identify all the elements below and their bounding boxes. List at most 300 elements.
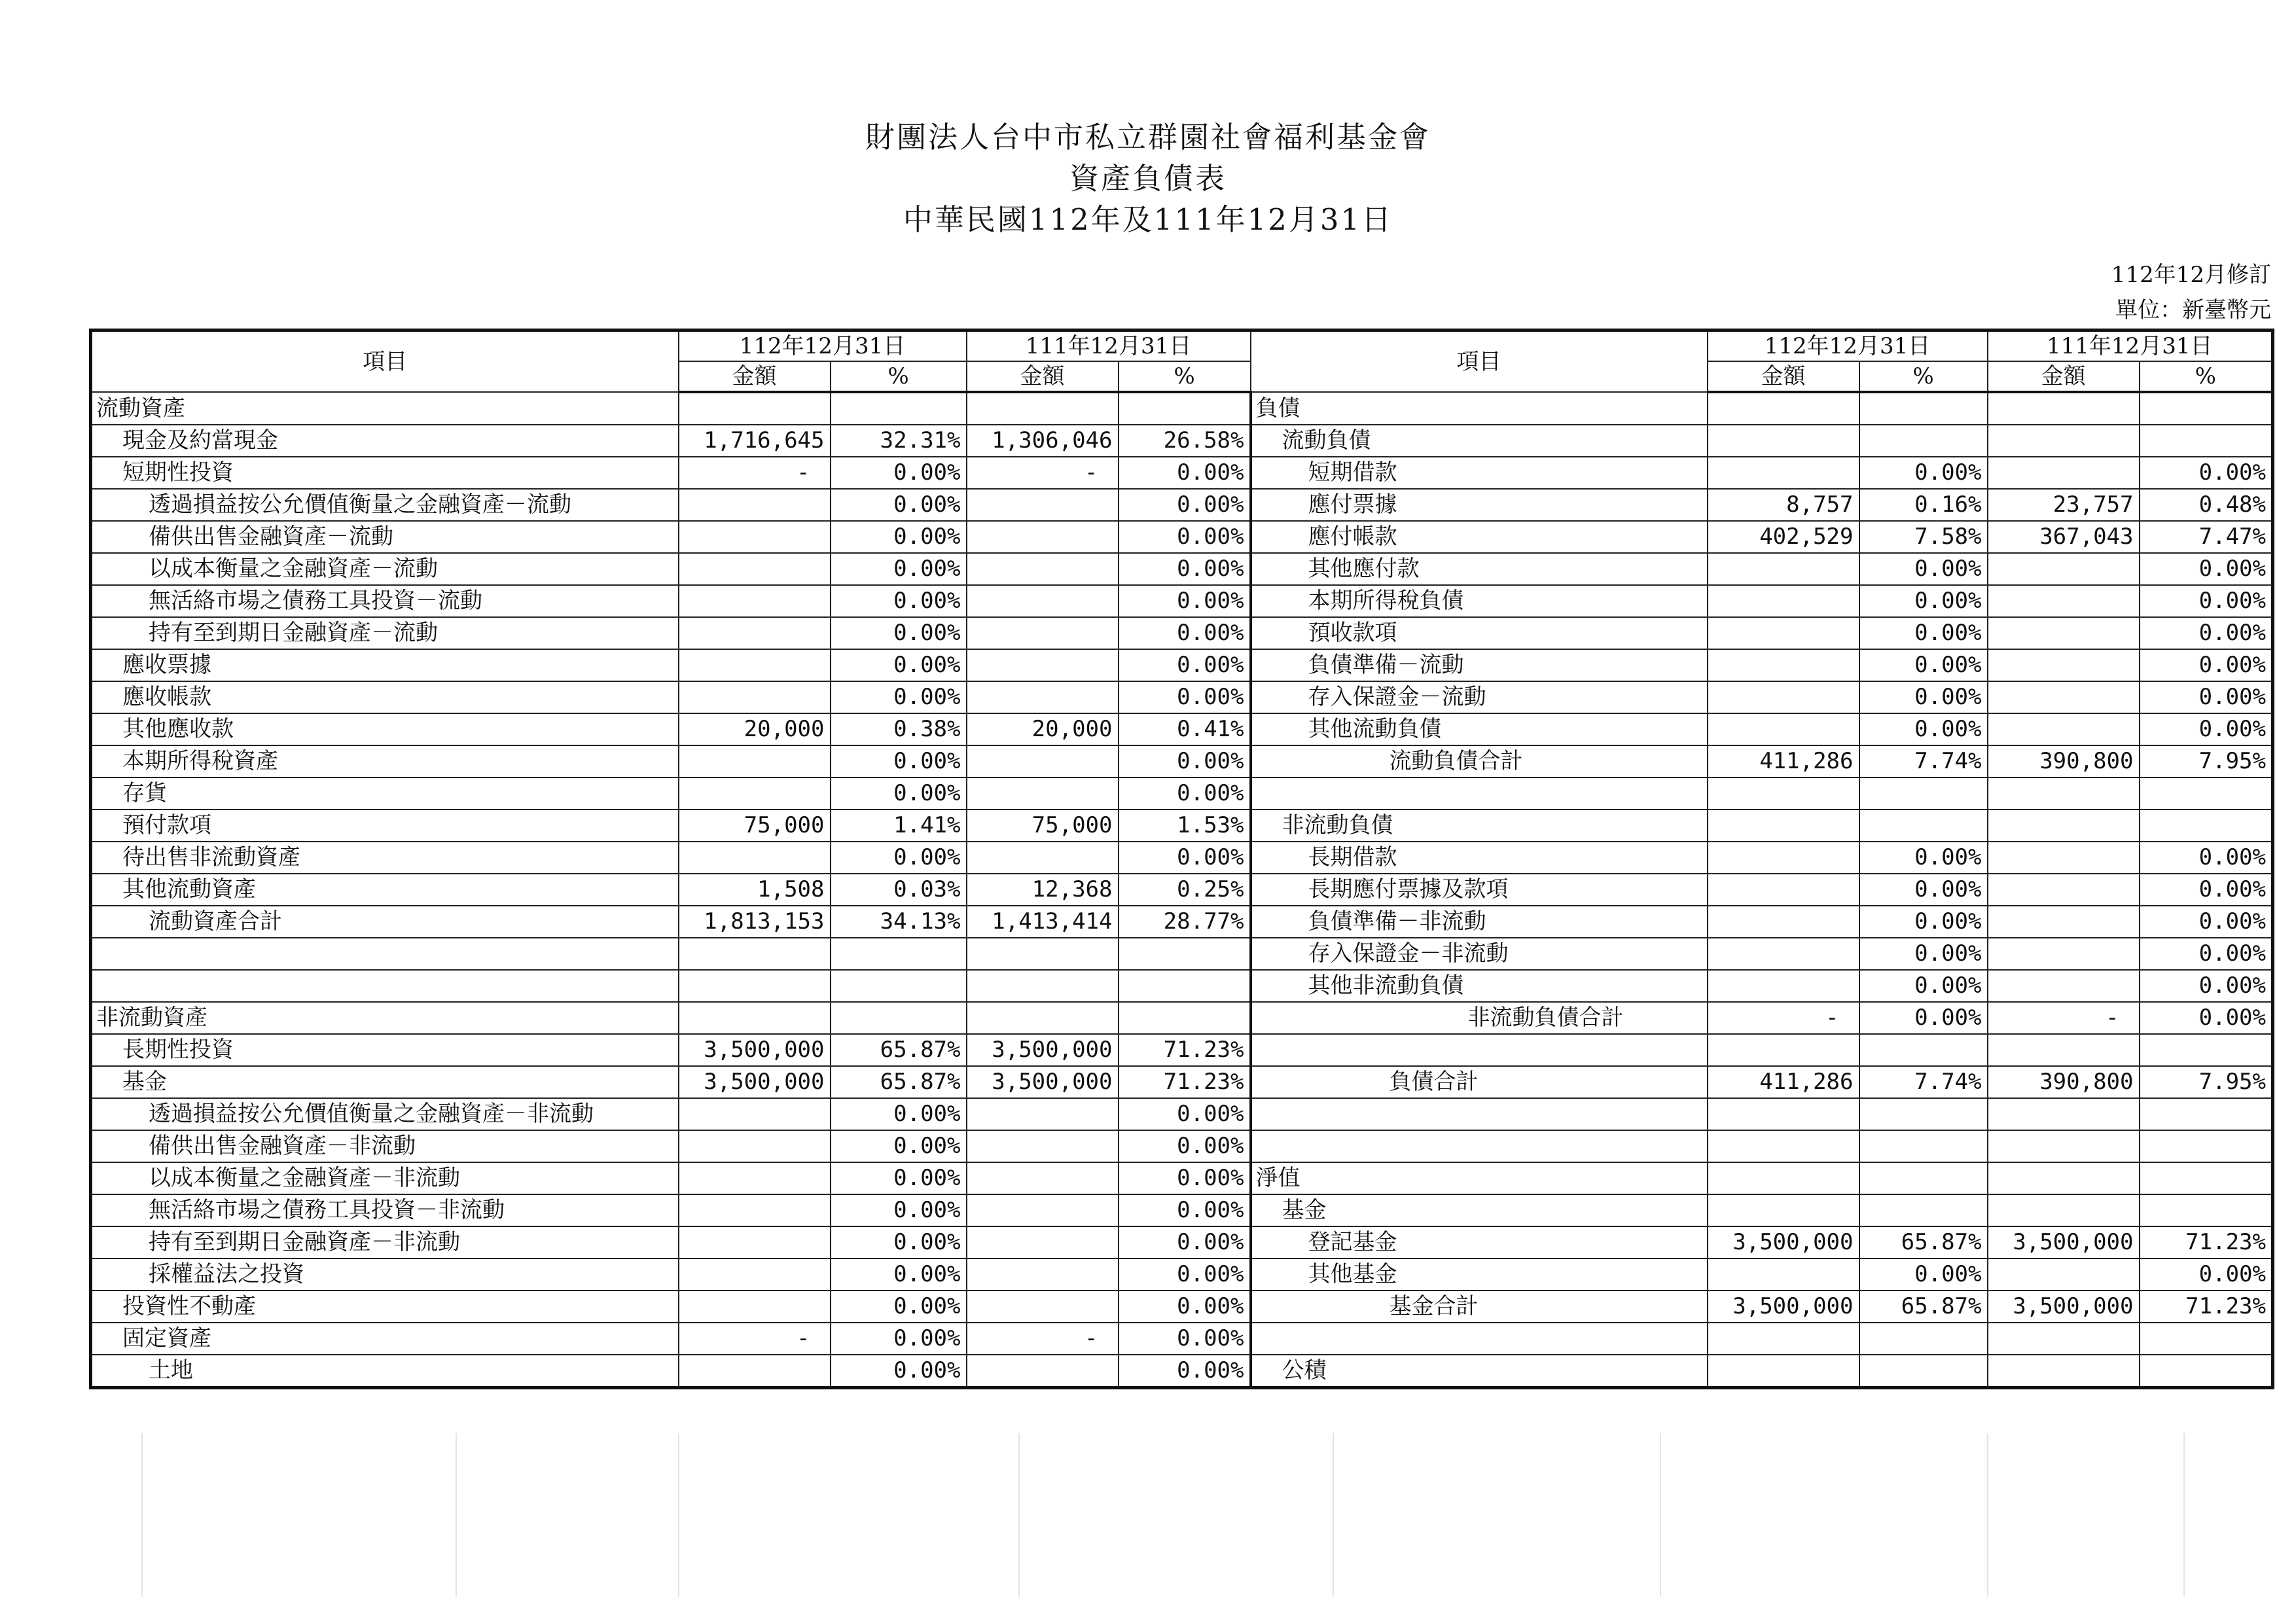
asset-amount-112-cell: - [679, 1323, 831, 1355]
liability-percent-112-cell: 0.00% [1859, 553, 1988, 585]
liability-amount-111-cell [1988, 1194, 2140, 1226]
liability-item-cell: 存入保證金－流動 [1251, 681, 1708, 713]
asset-amount-111-cell [967, 1162, 1119, 1194]
liability-percent-111-cell [2140, 1130, 2273, 1162]
liability-percent-111-cell: 0.48% [2140, 489, 2273, 521]
asset-item-cell: 備供出售金融資產－流動 [91, 521, 679, 553]
revision-note: 112年12月修訂 [2111, 262, 2271, 288]
liability-amount-111-cell [1988, 585, 2140, 617]
liability-item-cell: 其他流動負債 [1251, 713, 1708, 745]
liability-percent-112-cell [1859, 425, 1988, 457]
liability-percent-111-cell: 7.95% [2140, 745, 2273, 777]
asset-amount-112-cell: 1,716,645 [679, 425, 831, 457]
asset-amount-111-cell: 1,306,046 [967, 425, 1119, 457]
asset-item-cell: 無活絡市場之債務工具投資－流動 [91, 585, 679, 617]
liability-item-cell: 負債合計 [1251, 1066, 1708, 1098]
asset-amount-111-cell [967, 1258, 1119, 1291]
table-row [91, 1258, 2273, 1291]
liability-percent-112-cell: 0.00% [1859, 970, 1988, 1002]
table-row [91, 713, 2273, 745]
asset-amount-111-cell [967, 1355, 1119, 1388]
asset-percent-112-cell: 0.00% [831, 1194, 967, 1226]
percent-header: % [1859, 361, 1988, 392]
liability-amount-112-cell [1708, 1258, 1859, 1291]
liability-item-cell: 本期所得稅負債 [1251, 585, 1708, 617]
liability-percent-112-cell: 0.00% [1859, 906, 1988, 938]
liability-percent-112-cell: 0.00% [1859, 457, 1988, 489]
asset-amount-112-cell: 1,813,153 [679, 906, 831, 938]
asset-amount-112-cell [679, 521, 831, 553]
liability-amount-112-cell [1708, 1034, 1859, 1066]
liability-amount-112-cell [1708, 1162, 1859, 1194]
report-title: 資產負債表 [1069, 161, 1227, 196]
liability-amount-112-cell [1708, 585, 1859, 617]
table-row [91, 617, 2273, 649]
asset-item-cell [91, 970, 679, 1002]
asset-percent-112-cell: 65.87% [831, 1066, 967, 1098]
asset-amount-111-cell [967, 1002, 1119, 1034]
liability-amount-111-cell: 3,500,000 [1988, 1291, 2140, 1323]
asset-amount-112-cell [679, 585, 831, 617]
asset-percent-111-cell [1119, 970, 1251, 1002]
assets-112-header: 112年12月31日 [679, 330, 967, 362]
liability-percent-111-cell [2140, 392, 2273, 425]
asset-percent-112-cell: 0.00% [831, 681, 967, 713]
liability-amount-112-cell [1708, 713, 1859, 745]
asset-item-cell: 流動資產合計 [91, 906, 679, 938]
asset-percent-111-cell: 0.00% [1119, 681, 1251, 713]
liability-amount-112-cell: 8,757 [1708, 489, 1859, 521]
asset-amount-112-cell: - [679, 457, 831, 489]
asset-percent-111-cell: 0.00% [1119, 1291, 1251, 1323]
liability-amount-112-cell [1708, 1194, 1859, 1226]
asset-item-cell: 預付款項 [91, 810, 679, 842]
liability-percent-112-cell [1859, 777, 1988, 810]
liability-percent-111-cell [2140, 810, 2273, 842]
liability-amount-112-cell: 3,500,000 [1708, 1226, 1859, 1258]
liability-amount-112-cell [1708, 681, 1859, 713]
table-row [91, 521, 2273, 553]
liability-item-cell: 存入保證金－非流動 [1251, 938, 1708, 970]
asset-amount-111-cell [967, 1291, 1119, 1323]
scan-artifact-lines [89, 1433, 2271, 1597]
asset-percent-111-cell: 0.00% [1119, 777, 1251, 810]
percent-header: % [2140, 361, 2273, 392]
asset-item-cell: 固定資產 [91, 1323, 679, 1355]
liability-amount-111-cell [1988, 1098, 2140, 1130]
asset-amount-111-cell: - [967, 457, 1119, 489]
asset-amount-111-cell [967, 938, 1119, 970]
liability-amount-111-cell [1988, 553, 2140, 585]
liability-item-cell [1251, 1323, 1708, 1355]
header-row-dates [91, 330, 2273, 362]
asset-percent-112-cell: 0.00% [831, 1291, 967, 1323]
liability-item-cell: 非流動負債 [1251, 810, 1708, 842]
liability-percent-112-cell: 0.00% [1859, 1002, 1988, 1034]
asset-amount-111-cell [967, 392, 1119, 425]
table-row [91, 1355, 2273, 1388]
asset-item-cell: 採權益法之投資 [91, 1258, 679, 1291]
table-row [91, 970, 2273, 1002]
asset-amount-112-cell: 3,500,000 [679, 1066, 831, 1098]
liability-item-cell: 其他基金 [1251, 1258, 1708, 1291]
asset-percent-111-cell: 0.00% [1119, 842, 1251, 874]
liability-item-cell: 淨值 [1251, 1162, 1708, 1194]
asset-amount-112-cell [679, 392, 831, 425]
liability-amount-112-cell [1708, 425, 1859, 457]
liability-percent-111-cell [2140, 1162, 2273, 1194]
asset-amount-111-cell [967, 842, 1119, 874]
liability-amount-112-cell [1708, 617, 1859, 649]
liability-amount-111-cell [1988, 1034, 2140, 1066]
asset-item-cell: 其他流動資產 [91, 874, 679, 906]
table-row [91, 681, 2273, 713]
liability-item-cell: 其他應付款 [1251, 553, 1708, 585]
liability-percent-112-cell: 7.74% [1859, 1066, 1988, 1098]
asset-percent-111-cell: 0.00% [1119, 649, 1251, 681]
liability-percent-111-cell: 7.47% [2140, 521, 2273, 553]
amount-header: 金額 [967, 361, 1119, 392]
asset-percent-112-cell: 0.00% [831, 1258, 967, 1291]
liability-item-cell: 公積 [1251, 1355, 1708, 1388]
asset-amount-112-cell [679, 1162, 831, 1194]
liability-percent-111-cell [2140, 1098, 2273, 1130]
asset-percent-112-cell: 0.00% [831, 489, 967, 521]
asset-percent-112-cell: 32.31% [831, 425, 967, 457]
asset-amount-112-cell [679, 1194, 831, 1226]
liability-item-cell: 應付帳款 [1251, 521, 1708, 553]
asset-amount-112-cell [679, 1226, 831, 1258]
asset-percent-112-cell: 0.00% [831, 521, 967, 553]
asset-percent-111-cell: 0.00% [1119, 553, 1251, 585]
asset-percent-111-cell: 26.58% [1119, 425, 1251, 457]
liability-percent-112-cell: 65.87% [1859, 1291, 1988, 1323]
asset-percent-111-cell: 1.53% [1119, 810, 1251, 842]
liability-percent-111-cell: 0.00% [2140, 457, 2273, 489]
asset-item-cell: 應收帳款 [91, 681, 679, 713]
liability-item-cell [1251, 1098, 1708, 1130]
liability-amount-112-cell [1708, 1323, 1859, 1355]
asset-amount-111-cell [967, 649, 1119, 681]
liability-percent-111-cell: 71.23% [2140, 1291, 2273, 1323]
liability-item-cell: 基金 [1251, 1194, 1708, 1226]
asset-item-cell: 持有至到期日金融資產－流動 [91, 617, 679, 649]
liability-amount-112-cell [1708, 649, 1859, 681]
liability-amount-112-cell [1708, 392, 1859, 425]
asset-item-cell: 存貨 [91, 777, 679, 810]
table-row [91, 649, 2273, 681]
liabilities-item-header: 項目 [1251, 330, 1708, 393]
asset-amount-112-cell [679, 681, 831, 713]
asset-amount-112-cell [679, 1130, 831, 1162]
amount-header: 金額 [1708, 361, 1859, 392]
liability-percent-111-cell: 71.23% [2140, 1226, 2273, 1258]
asset-percent-111-cell: 0.00% [1119, 489, 1251, 521]
liability-amount-112-cell: 3,500,000 [1708, 1291, 1859, 1323]
liability-percent-111-cell: 0.00% [2140, 617, 2273, 649]
asset-amount-111-cell [967, 617, 1119, 649]
liability-percent-112-cell [1859, 392, 1988, 425]
organization-name: 財團法人台中市私立群園社會福利基金會 [865, 120, 1431, 154]
liability-percent-111-cell [2140, 777, 2273, 810]
asset-item-cell: 持有至到期日金融資產－非流動 [91, 1226, 679, 1258]
table-row [91, 1162, 2273, 1194]
asset-percent-112-cell [831, 1002, 967, 1034]
asset-percent-112-cell: 0.00% [831, 745, 967, 777]
asset-amount-112-cell [679, 649, 831, 681]
liability-percent-111-cell: 0.00% [2140, 1002, 2273, 1034]
liability-percent-111-cell: 0.00% [2140, 906, 2273, 938]
asset-amount-112-cell [679, 842, 831, 874]
table-row [91, 1098, 2273, 1130]
liability-item-cell: 負債 [1251, 392, 1708, 425]
liability-amount-112-cell [1708, 1098, 1859, 1130]
asset-percent-111-cell: 0.41% [1119, 713, 1251, 745]
liability-amount-111-cell [1988, 681, 2140, 713]
asset-amount-112-cell [679, 938, 831, 970]
asset-amount-111-cell [967, 489, 1119, 521]
percent-header: % [831, 361, 967, 392]
asset-percent-111-cell: 0.00% [1119, 1226, 1251, 1258]
asset-percent-112-cell: 0.00% [831, 1130, 967, 1162]
liability-amount-111-cell [1988, 874, 2140, 906]
liability-amount-111-cell [1988, 842, 2140, 874]
balance-sheet-table [89, 329, 2274, 1389]
asset-percent-111-cell: 0.25% [1119, 874, 1251, 906]
asset-percent-111-cell: 28.77% [1119, 906, 1251, 938]
liability-amount-112-cell [1708, 810, 1859, 842]
asset-percent-111-cell: 0.00% [1119, 1323, 1251, 1355]
liability-item-cell: 長期借款 [1251, 842, 1708, 874]
liability-amount-111-cell: 3,500,000 [1988, 1226, 2140, 1258]
liability-percent-111-cell: 0.00% [2140, 713, 2273, 745]
table-row [91, 1291, 2273, 1323]
asset-percent-112-cell [831, 938, 967, 970]
asset-percent-112-cell: 0.03% [831, 874, 967, 906]
asset-amount-112-cell [679, 970, 831, 1002]
liability-percent-111-cell: 0.00% [2140, 938, 2273, 970]
asset-amount-112-cell [679, 1002, 831, 1034]
liability-amount-111-cell [1988, 457, 2140, 489]
asset-percent-111-cell: 0.00% [1119, 1194, 1251, 1226]
liability-item-cell: 登記基金 [1251, 1226, 1708, 1258]
asset-item-cell: 無活絡市場之債務工具投資－非流動 [91, 1194, 679, 1226]
liability-amount-112-cell [1708, 874, 1859, 906]
liability-amount-112-cell [1708, 553, 1859, 585]
liability-amount-112-cell [1708, 842, 1859, 874]
liability-amount-111-cell: 390,800 [1988, 1066, 2140, 1098]
liability-percent-111-cell [2140, 1194, 2273, 1226]
asset-item-cell: 以成本衡量之金融資產－流動 [91, 553, 679, 585]
asset-item-cell: 備供出售金融資產－非流動 [91, 1130, 679, 1162]
asset-percent-111-cell: 0.00% [1119, 1162, 1251, 1194]
currency-unit: 單位：新臺幣元 [2115, 297, 2271, 323]
table-row [91, 489, 2273, 521]
asset-item-cell: 流動資產 [91, 392, 679, 425]
asset-amount-111-cell: 3,500,000 [967, 1034, 1119, 1066]
liability-amount-111-cell [1988, 938, 2140, 970]
liability-percent-112-cell: 0.00% [1859, 585, 1988, 617]
percent-header: % [1119, 361, 1251, 392]
amount-header: 金額 [1988, 361, 2140, 392]
liability-percent-111-cell: 0.00% [2140, 874, 2273, 906]
asset-percent-112-cell [831, 392, 967, 425]
liability-percent-111-cell: 0.00% [2140, 585, 2273, 617]
liability-percent-112-cell: 0.00% [1859, 617, 1988, 649]
liability-percent-111-cell: 0.00% [2140, 681, 2273, 713]
table-row [91, 1323, 2273, 1355]
liability-percent-111-cell [2140, 1323, 2273, 1355]
liability-percent-112-cell: 7.58% [1859, 521, 1988, 553]
table-row [91, 938, 2273, 970]
liability-item-cell: 流動負債 [1251, 425, 1708, 457]
assets-111-header: 111年12月31日 [967, 330, 1251, 362]
asset-amount-112-cell [679, 777, 831, 810]
table-row [91, 745, 2273, 777]
liability-percent-112-cell: 0.00% [1859, 649, 1988, 681]
asset-amount-111-cell [967, 521, 1119, 553]
table-row [91, 553, 2273, 585]
liability-amount-112-cell: 411,286 [1708, 1066, 1859, 1098]
asset-percent-112-cell: 0.00% [831, 1162, 967, 1194]
liability-amount-111-cell [1988, 1323, 2140, 1355]
asset-item-cell: 短期性投資 [91, 457, 679, 489]
asset-amount-112-cell [679, 617, 831, 649]
asset-item-cell: 待出售非流動資產 [91, 842, 679, 874]
liability-amount-111-cell [1988, 906, 2140, 938]
asset-percent-112-cell: 0.00% [831, 617, 967, 649]
liability-amount-112-cell [1708, 777, 1859, 810]
asset-item-cell: 透過損益按公允價值衡量之金融資產－非流動 [91, 1098, 679, 1130]
liability-percent-112-cell: 0.00% [1859, 681, 1988, 713]
liability-percent-111-cell: 0.00% [2140, 649, 2273, 681]
liability-amount-111-cell: 390,800 [1988, 745, 2140, 777]
liability-percent-112-cell: 0.00% [1859, 938, 1988, 970]
table-row [91, 874, 2273, 906]
liability-item-cell [1251, 1034, 1708, 1066]
asset-item-cell [91, 938, 679, 970]
asset-percent-112-cell: 0.38% [831, 713, 967, 745]
asset-amount-112-cell: 1,508 [679, 874, 831, 906]
asset-percent-111-cell: 0.00% [1119, 617, 1251, 649]
liability-amount-112-cell [1708, 938, 1859, 970]
asset-percent-112-cell: 34.13% [831, 906, 967, 938]
table-row [91, 1130, 2273, 1162]
asset-amount-112-cell [679, 1258, 831, 1291]
asset-item-cell: 以成本衡量之金融資產－非流動 [91, 1162, 679, 1194]
liability-item-cell: 其他非流動負債 [1251, 970, 1708, 1002]
liability-amount-111-cell [1988, 713, 2140, 745]
liability-amount-111-cell [1988, 425, 2140, 457]
asset-percent-112-cell: 0.00% [831, 649, 967, 681]
amount-header: 金額 [679, 361, 831, 392]
liability-amount-111-cell [1988, 649, 2140, 681]
liability-percent-112-cell: 0.00% [1859, 1258, 1988, 1291]
liability-percent-112-cell: 0.00% [1859, 874, 1988, 906]
asset-percent-111-cell: 71.23% [1119, 1066, 1251, 1098]
asset-amount-112-cell [679, 489, 831, 521]
table-row [91, 392, 2273, 425]
liability-item-cell [1251, 777, 1708, 810]
liability-amount-111-cell: 367,043 [1988, 521, 2140, 553]
liability-percent-112-cell: 7.74% [1859, 745, 1988, 777]
asset-amount-111-cell: 1,413,414 [967, 906, 1119, 938]
liability-amount-111-cell [1988, 617, 2140, 649]
liability-item-cell: 流動負債合計 [1251, 745, 1708, 777]
liability-amount-112-cell: 411,286 [1708, 745, 1859, 777]
asset-item-cell: 非流動資產 [91, 1002, 679, 1034]
asset-amount-111-cell [967, 1226, 1119, 1258]
liability-percent-112-cell [1859, 810, 1988, 842]
liability-percent-112-cell [1859, 1034, 1988, 1066]
asset-percent-112-cell: 1.41% [831, 810, 967, 842]
liability-percent-111-cell: 7.95% [2140, 1066, 2273, 1098]
liability-amount-111-cell [1988, 1355, 2140, 1388]
asset-percent-112-cell: 0.00% [831, 1098, 967, 1130]
liability-item-cell: 應付票據 [1251, 489, 1708, 521]
asset-amount-111-cell: 20,000 [967, 713, 1119, 745]
liability-item-cell: 負債準備－非流動 [1251, 906, 1708, 938]
asset-percent-111-cell [1119, 392, 1251, 425]
liability-percent-111-cell: 0.00% [2140, 842, 2273, 874]
liabilities-112-header: 112年12月31日 [1708, 330, 1988, 362]
liability-item-cell [1251, 1130, 1708, 1162]
asset-percent-112-cell: 0.00% [831, 842, 967, 874]
asset-percent-112-cell: 65.87% [831, 1034, 967, 1066]
asset-amount-111-cell [967, 681, 1119, 713]
liability-amount-112-cell [1708, 1355, 1859, 1388]
asset-item-cell: 應收票據 [91, 649, 679, 681]
asset-amount-111-cell: 3,500,000 [967, 1066, 1119, 1098]
liability-amount-111-cell: 23,757 [1988, 489, 2140, 521]
liability-amount-112-cell: - [1708, 1002, 1859, 1034]
liability-amount-111-cell [1988, 777, 2140, 810]
liability-amount-111-cell [1988, 1162, 2140, 1194]
liability-percent-112-cell [1859, 1194, 1988, 1226]
table-row [91, 777, 2273, 810]
asset-amount-111-cell [967, 553, 1119, 585]
asset-percent-111-cell: 0.00% [1119, 1355, 1251, 1388]
asset-amount-111-cell [967, 1098, 1119, 1130]
asset-percent-111-cell [1119, 938, 1251, 970]
asset-percent-111-cell [1119, 1002, 1251, 1034]
asset-percent-111-cell: 71.23% [1119, 1034, 1251, 1066]
table-row [91, 1194, 2273, 1226]
liability-percent-112-cell: 0.00% [1859, 842, 1988, 874]
liability-percent-112-cell [1859, 1098, 1988, 1130]
asset-amount-111-cell [967, 777, 1119, 810]
table-row [91, 1066, 2273, 1098]
liability-percent-111-cell [2140, 1355, 2273, 1388]
liability-amount-112-cell [1708, 457, 1859, 489]
liability-percent-112-cell: 65.87% [1859, 1226, 1988, 1258]
report-period: 中華民國112年及111年12月31日 [903, 202, 1393, 237]
liability-amount-112-cell: 402,529 [1708, 521, 1859, 553]
asset-amount-112-cell: 20,000 [679, 713, 831, 745]
assets-item-header: 項目 [91, 330, 679, 393]
liability-percent-111-cell: 0.00% [2140, 1258, 2273, 1291]
asset-percent-112-cell: 0.00% [831, 457, 967, 489]
asset-amount-112-cell [679, 1098, 831, 1130]
liability-item-cell: 負債準備－流動 [1251, 649, 1708, 681]
liability-item-cell: 長期應付票據及款項 [1251, 874, 1708, 906]
liabilities-111-header: 111年12月31日 [1988, 330, 2273, 362]
liability-percent-112-cell: 0.16% [1859, 489, 1988, 521]
asset-percent-111-cell: 0.00% [1119, 585, 1251, 617]
asset-percent-111-cell: 0.00% [1119, 745, 1251, 777]
asset-percent-112-cell: 0.00% [831, 585, 967, 617]
asset-amount-111-cell [967, 585, 1119, 617]
